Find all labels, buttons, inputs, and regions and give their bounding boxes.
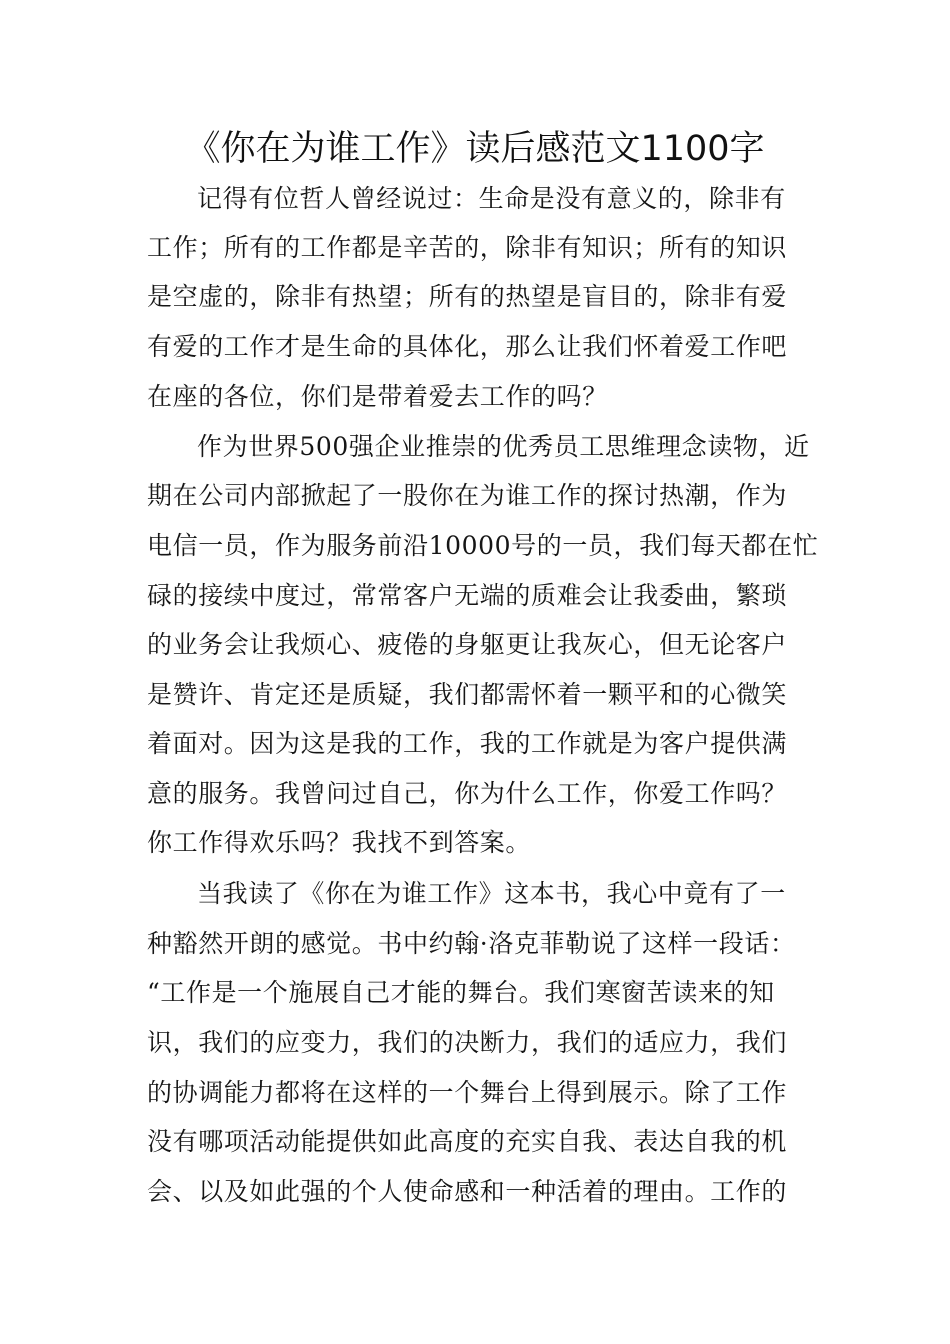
text-line: 的业务会让我烦心、疲倦的身躯更让我灰心，但无论客户 xyxy=(147,630,788,659)
text-line: 电信一员，作为服务前沿10000号的一员，我们每天都在忙 xyxy=(147,531,819,560)
text-line: 种豁然开朗的感觉。书中约翰·洛克菲勒说了这样一段话： xyxy=(147,929,796,958)
text-line: 当我读了《你在为谁工作》这本书，我心中竟有了一 xyxy=(197,879,786,908)
text-line: 碌的接续中度过，常常客户无端的质难会让我委曲，繁琐 xyxy=(147,581,788,610)
text-line: 你工作得欢乐吗？我找不到答案。 xyxy=(147,828,532,857)
text-line: 期在公司内部掀起了一股你在为谁工作的探讨热潮，作为 xyxy=(147,481,788,510)
text-line: 是赞许、肯定还是质疑，我们都需怀着一颗平和的心微笑 xyxy=(147,680,788,709)
text-line: 识，我们的应变力，我们的决断力，我们的适应力，我们 xyxy=(147,1028,788,1057)
text-line: 没有哪项活动能提供如此高度的充实自我、表达自我的机 xyxy=(147,1127,788,1156)
document-title: 《你在为谁工作》读后感范文1100字 xyxy=(185,129,765,169)
text-line: 在座的各位，你们是带着爱去工作的吗？ xyxy=(147,382,608,411)
text-line: “工作是一个施展自己才能的舞台。我们寒窗苦读来的知 xyxy=(147,978,775,1007)
text-line: 是空虚的，除非有热望；所有的热望是盲目的，除非有爱 xyxy=(147,282,788,311)
text-line: 作为世界500强企业推崇的优秀员工思维理念读物，近 xyxy=(197,432,810,461)
text-line: 记得有位哲人曾经说过：生命是没有意义的，除非有 xyxy=(197,184,786,213)
text-line: 意的服务。我曾问过自己，你为什么工作，你爱工作吗？ xyxy=(147,779,788,808)
text-line: 工作；所有的工作都是辛苦的，除非有知识；所有的知识 xyxy=(147,233,788,262)
text-line: 着面对。因为这是我的工作，我的工作就是为客户提供满 xyxy=(147,729,788,758)
text-line: 的协调能力都将在这样的一个舞台上得到展示。除了工作 xyxy=(147,1078,788,1107)
text-line: 有爱的工作才是生命的具体化，那么让我们怀着爱工作吧 xyxy=(147,332,788,361)
text-line: 会、以及如此强的个人使命感和一种活着的理由。工作的 xyxy=(147,1177,788,1206)
